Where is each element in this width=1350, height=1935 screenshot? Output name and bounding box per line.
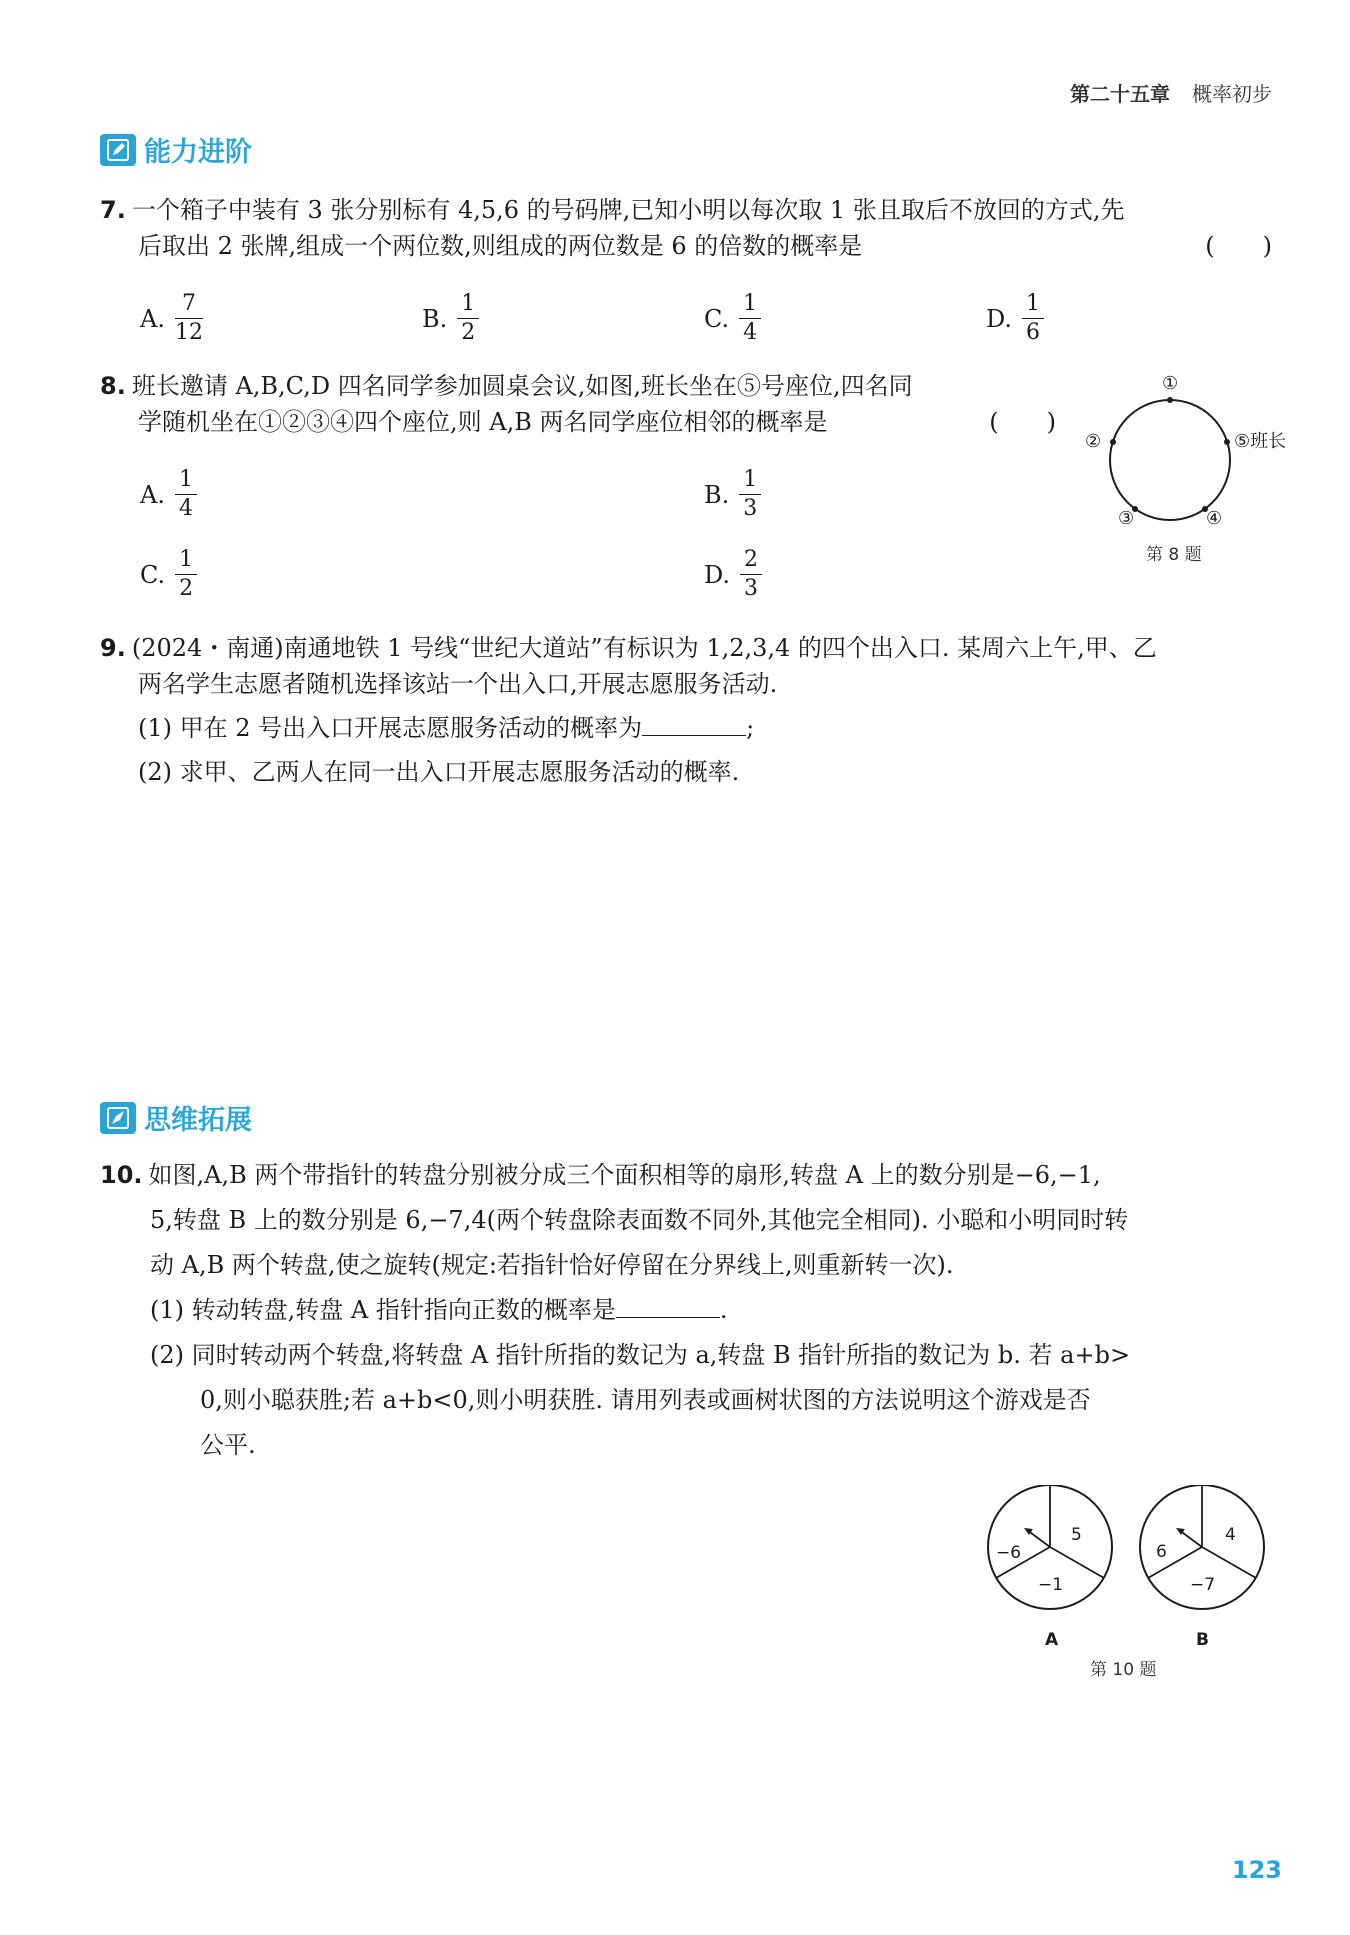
section-heading-ability [100, 130, 252, 169]
fraction [175, 468, 197, 521]
numerator: 1 [461, 291, 476, 316]
answer-paren: ( ) [989, 408, 1056, 436]
spinner-label: B [1196, 1630, 1209, 1650]
option-letter: D. [986, 304, 1013, 333]
fraction [740, 548, 762, 601]
figure-caption: 第 8 题 [1146, 545, 1202, 565]
question-line [100, 404, 1056, 440]
denominator: 3 [744, 576, 759, 601]
fraction [457, 292, 479, 345]
sub-question-text: (1) 甲在 2 号出入口开展志愿服务活动的概率为 [138, 714, 643, 742]
seat-label-2: ② [1085, 431, 1102, 452]
numerator: 7 [181, 291, 196, 316]
seat-label-4: ④ [1206, 508, 1223, 529]
option-a[interactable] [140, 468, 197, 521]
pencil-icon [100, 134, 136, 166]
spinner-label: A [1045, 1630, 1059, 1650]
sub-question-2 [150, 1337, 1280, 1373]
round-table-figure [1050, 370, 1290, 570]
punctuation: . [719, 1296, 728, 1324]
seat-dot [1167, 397, 1173, 403]
answer-blank[interactable] [616, 1295, 720, 1318]
option-letter: B. [422, 304, 448, 333]
denominator: 4 [178, 496, 193, 521]
option-letter: C. [704, 304, 730, 333]
sub-question-1 [138, 710, 1272, 746]
sector-value: 6 [1156, 1542, 1167, 1562]
spinners-figure [980, 1485, 1280, 1685]
question-line [100, 192, 1272, 228]
fraction [739, 292, 761, 345]
sector-value: 4 [1225, 1525, 1236, 1545]
rocket-icon [100, 1102, 136, 1134]
sub-question-text: 0,则小聪获胜;若 a+b<0,则小明获胜. 请用列表或画树状图的方法说明这个游戏是否 [200, 1386, 1091, 1414]
option-letter: A. [140, 304, 165, 333]
table-circle [1110, 400, 1230, 520]
option-c[interactable] [704, 292, 761, 345]
seat-label-1: ① [1162, 373, 1179, 394]
denominator: 3 [743, 496, 758, 521]
sub-question-1 [150, 1292, 1280, 1328]
question-line [138, 666, 1272, 702]
question-line [100, 368, 1050, 404]
question-9 [100, 630, 1272, 790]
chapter-header [1070, 78, 1272, 107]
denominator: 6 [1026, 320, 1041, 345]
question-text: 班长邀请 A,B,C,D 四名同学参加圆桌会议,如图,班长坐在⑤号座位,四名同 [131, 372, 913, 400]
sector-value: 5 [1071, 1525, 1082, 1545]
question-text: (2024・南通)南通地铁 1 号线“世纪大道站”有标识为 1,2,3,4 的四个出入口. 某周六上午,甲、乙 [131, 634, 1157, 662]
question-number: 9. [100, 634, 126, 662]
question-line [100, 1157, 1280, 1193]
numerator: 1 [1026, 291, 1041, 316]
sub-question-text: 公平. [200, 1431, 256, 1459]
question-text: 学随机坐在①②③④四个座位,则 A,B 两名同学座位相邻的概率是 [138, 408, 828, 436]
question-line [150, 1202, 1280, 1238]
question-line [138, 228, 1272, 264]
figure-caption: 第 10 题 [1090, 1660, 1157, 1680]
denominator: 2 [179, 576, 194, 601]
answer-paren: ( ) [1205, 232, 1272, 260]
fraction [739, 468, 761, 521]
question-number: 8. [100, 372, 126, 400]
numerator: 2 [744, 547, 759, 572]
question-line [100, 630, 1272, 666]
option-b[interactable] [704, 468, 761, 521]
question-text: 一个箱子中装有 3 张分别标有 4,5,6 的号码牌,已知小明以每次取 1 张且取后不放回的方式,先 [131, 196, 1125, 224]
numerator: 1 [178, 467, 193, 492]
option-letter: D. [704, 560, 731, 589]
section-title: 思维拓展 [144, 1105, 252, 1136]
sub-question-2-cont [200, 1382, 1280, 1418]
question-number: 10. [100, 1161, 143, 1189]
question-text: 如图,A,B 两个带指针的转盘分别被分成三个面积相等的扇形,转盘 A 上的数分别是−6,−1, [148, 1161, 1101, 1189]
question-number: 7. [100, 196, 126, 224]
seat-dot [1110, 439, 1116, 445]
sector-value: −7 [1190, 1575, 1216, 1595]
question-text: 动 A,B 两个转盘,使之旋转(规定:若指针恰好停留在分界线上,则重新转一次). [150, 1251, 954, 1279]
sub-question-text: (2) 同时转动两个转盘,将转盘 A 指针所指的数记为 a,转盘 B 指针所指的数记为 b. 若 a+b> [150, 1341, 1131, 1369]
denominator: 12 [174, 320, 203, 345]
page-number: 123 [1231, 1856, 1282, 1884]
section-heading-thinking [100, 1098, 252, 1137]
question-7 [100, 192, 1272, 264]
seat-label-5: ⑤班长 [1234, 431, 1287, 452]
question-text: 5,转盘 B 上的数分别是 6,−7,4(两个转盘除表面数不同外,其他完全相同). 小聪和小明同时转 [150, 1206, 1129, 1234]
option-d[interactable] [704, 548, 762, 601]
question-text: 后取出 2 张牌,组成一个两位数,则组成的两位数是 6 的倍数的概率是 [138, 232, 863, 260]
chapter-number: 第二十五章 [1070, 82, 1170, 106]
question-8 [100, 368, 1056, 440]
answer-blank[interactable] [642, 713, 746, 736]
sub-question-2 [138, 754, 1272, 790]
option-a[interactable] [140, 292, 203, 345]
seat-label-3: ③ [1118, 508, 1135, 529]
spinner-a [988, 1485, 1112, 1650]
seat-dot [1224, 439, 1230, 445]
fraction [1022, 292, 1044, 345]
denominator: 4 [743, 320, 758, 345]
numerator: 1 [179, 547, 194, 572]
numerator: 1 [743, 467, 758, 492]
option-letter: A. [140, 480, 165, 509]
option-c[interactable] [140, 548, 197, 601]
numerator: 1 [743, 291, 758, 316]
question-text: 两名学生志愿者随机选择该站一个出入口,开展志愿服务活动. [138, 670, 778, 698]
sector-value: −1 [1038, 1575, 1064, 1595]
question-10 [100, 1157, 1280, 1463]
section-title: 能力进阶 [144, 137, 252, 168]
option-b[interactable] [422, 292, 479, 345]
fraction [175, 548, 197, 601]
sub-question-text: (1) 转动转盘,转盘 A 指针指向正数的概率是 [150, 1296, 616, 1324]
fraction [175, 292, 203, 345]
option-letter: B. [704, 480, 730, 509]
sector-value: −6 [996, 1543, 1022, 1563]
option-letter: C. [140, 560, 166, 589]
denominator: 2 [461, 320, 476, 345]
sub-question-2-cont [200, 1427, 1280, 1463]
chapter-topic: 概率初步 [1192, 82, 1272, 106]
sub-question-text: (2) 求甲、乙两人在同一出入口开展志愿服务活动的概率. [138, 758, 740, 786]
spinner-b [1140, 1485, 1264, 1650]
question-line [150, 1247, 1280, 1283]
option-d[interactable] [986, 292, 1044, 345]
punctuation: ; [746, 714, 755, 742]
